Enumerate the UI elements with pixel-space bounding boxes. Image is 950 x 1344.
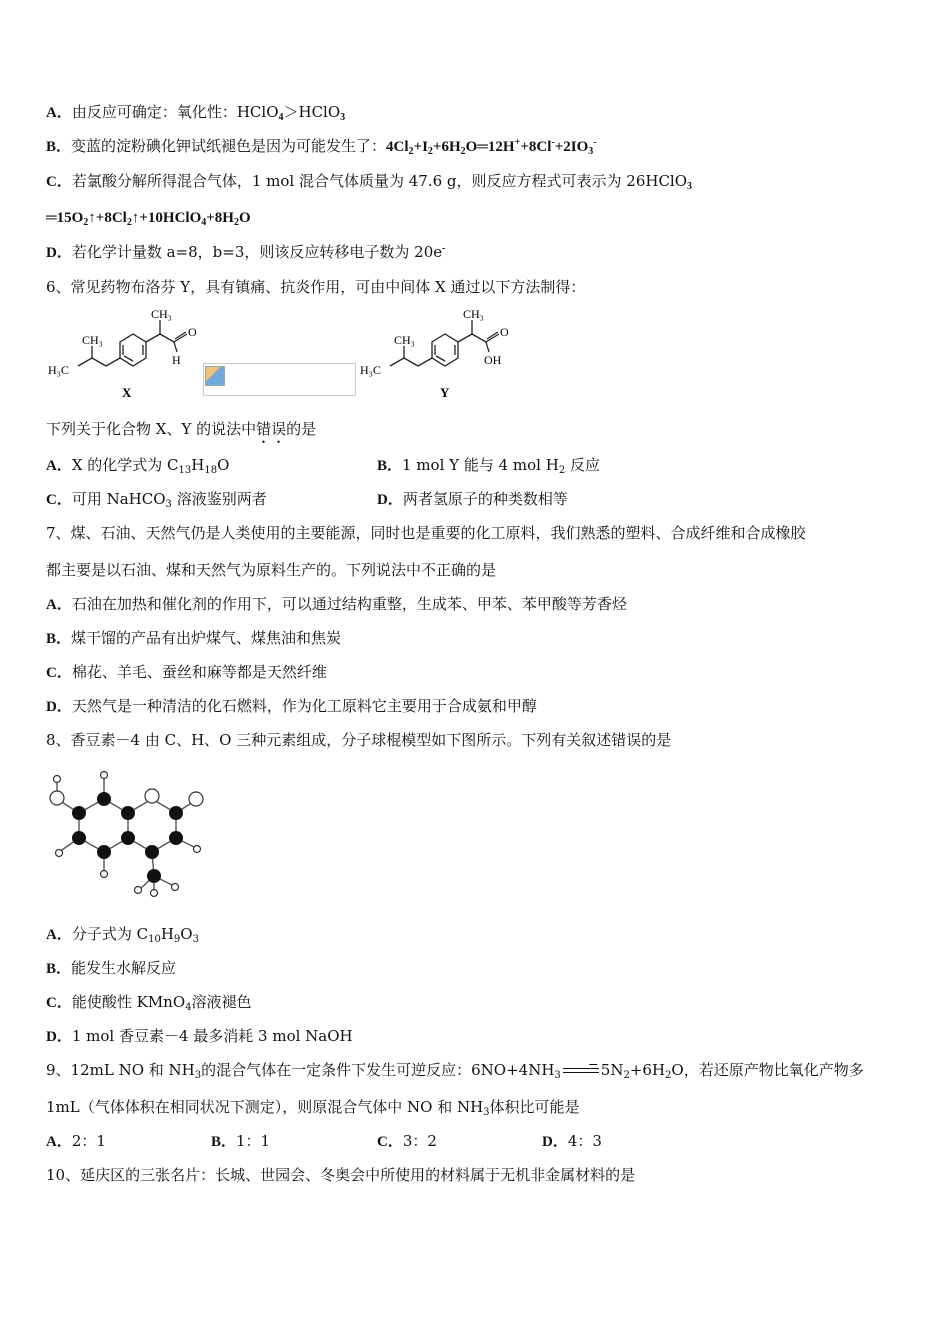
x-ch3-label-2: CH₃ <box>151 307 172 321</box>
q5-b-equation: $4Cl_2+I_2+6H_2O═12H^++8Cl^-+2IO_3^-$ <box>386 137 597 157</box>
x-o-label: O <box>188 325 197 339</box>
q8-option-d: D．1 mol 香豆素－4 最多消耗 3 mol NaOH <box>46 1027 353 1045</box>
q5-option-a: A．由反应可确定：氧化性：HClO$_4$＞HClO$_3$ <box>46 103 346 123</box>
molecule-y-structure <box>356 302 526 402</box>
q6-option-c: C．可用 NaHCO$_3$ 溶液鉴别两者 <box>46 490 267 510</box>
q6-option-d: D．两者氢原子的种类数相等 <box>377 490 568 508</box>
q6-option-b: B．1 mol Y 能与 4 mol $H_2$ 反应 <box>377 456 600 476</box>
q8-stem: 8、香豆素－4 由 C、H、O 三种元素组成，分子球棍模型如下图所示。下列有关叙述错误的是 <box>46 731 672 749</box>
broken-image-icon <box>205 366 225 386</box>
q6-stem: 6、常见药物布洛芬 Y，具有镇痛、抗炎作用，可由中间体 X 通过以下方法制得： <box>46 278 586 296</box>
q9-stem-line-2: 1mL（气体体积在相同状况下测定），则原混合气体中 NO 和 $NH_3$体积比可能是 <box>46 1098 580 1118</box>
y-h3c-label: H₃C <box>360 363 381 377</box>
q5-option-c: C．若氯酸分解所得混合气体，1 mol 混合气体质量为 47.6 g，则反应方程式可表示为 26HClO$_3$ <box>46 172 693 192</box>
x-h3c-label: H₃C <box>48 363 69 377</box>
q7-option-b: B．煤干馏的产品有出炉煤气、煤焦油和焦炭 <box>46 629 342 647</box>
coumarin-ball-stick-model <box>44 768 214 898</box>
q6-question: 下列关于化合物 X、Y 的说法中错误的是 <box>46 420 317 438</box>
q7-stem-line-1: 7、煤、石油、天然气仍是人类使用的主要能源，同时也是重要的化工原料，我们熟悉的塑料、合成纤维和合成橡胶 <box>46 524 806 542</box>
q7-option-a: A．石油在加热和催化剂的作用下，可以通过结构重整，生成苯、甲苯、苯甲酸等芳香烃 <box>46 595 627 613</box>
molecule-y-label: Y <box>440 385 450 400</box>
molecule-x-structure <box>44 302 214 402</box>
q6-option-a: A．X 的化学式为 $C_{13}H_{18}O$ <box>46 456 230 476</box>
q9-option-d: D．4：3 <box>542 1132 602 1150</box>
y-oh-label: OH <box>484 353 502 367</box>
q7-stem-line-2: 都主要是以石油、煤和天然气为原料生产的。下列说法中不正确的是 <box>46 561 497 579</box>
x-h-label: H <box>172 353 181 367</box>
q7-option-c: C．棉花、羊毛、蚕丝和麻等都是天然纤维 <box>46 663 327 681</box>
q8-option-a: A．分子式为 $C_{10}H_9O_3$ <box>46 925 199 945</box>
reversible-arrow-icon <box>563 1064 599 1078</box>
q8-option-c: C．能使酸性 KMnO$_4$溶液褪色 <box>46 993 252 1013</box>
q5-option-c-equation: $═15O_2↑+8Cl_2↑+10HClO_4+8H_2O$ <box>46 210 251 228</box>
q8-option-b: B．能发生水解反应 <box>46 959 177 977</box>
q10-stem: 10、延庆区的三张名片：长城、世园会、冬奥会中所使用的材料属于无机非金属材料的是 <box>46 1166 636 1184</box>
x-ch3-label-1: CH₃ <box>82 333 103 347</box>
y-ch3-label-2: CH₃ <box>463 307 484 321</box>
y-ch3-label-1: CH₃ <box>394 333 415 347</box>
y-o-label: O <box>500 325 509 339</box>
broken-image-placeholder <box>203 363 356 396</box>
q7-option-d: D．天然气是一种清洁的化石燃料，作为化工原料它主要用于合成氨和甲醇 <box>46 697 537 715</box>
q9-option-a: A．2：1 <box>46 1132 106 1150</box>
q5-option-d: D．若化学计量数 a=8，b=3，则该反应转移电子数为 20e- <box>46 243 446 261</box>
molecule-x-label: X <box>122 385 132 400</box>
q5-option-b: B．变蓝的淀粉碘化钾试纸褪色是因为可能发生了：$4Cl_2+I_2+6H_2O═12H^++8Cl^-+2IO_3^-$ <box>46 137 597 157</box>
q9-option-c: C．3：2 <box>377 1132 437 1150</box>
q9-option-b: B．1：1 <box>211 1132 271 1150</box>
q9-stem-line-1: 9、12mL NO 和 $NH_3$的混合气体在一定条件下发生可逆反应：$6NO+4NH_3$ $5N_2+6H_2O$，若还原产物比氧化产物多 <box>46 1061 864 1081</box>
